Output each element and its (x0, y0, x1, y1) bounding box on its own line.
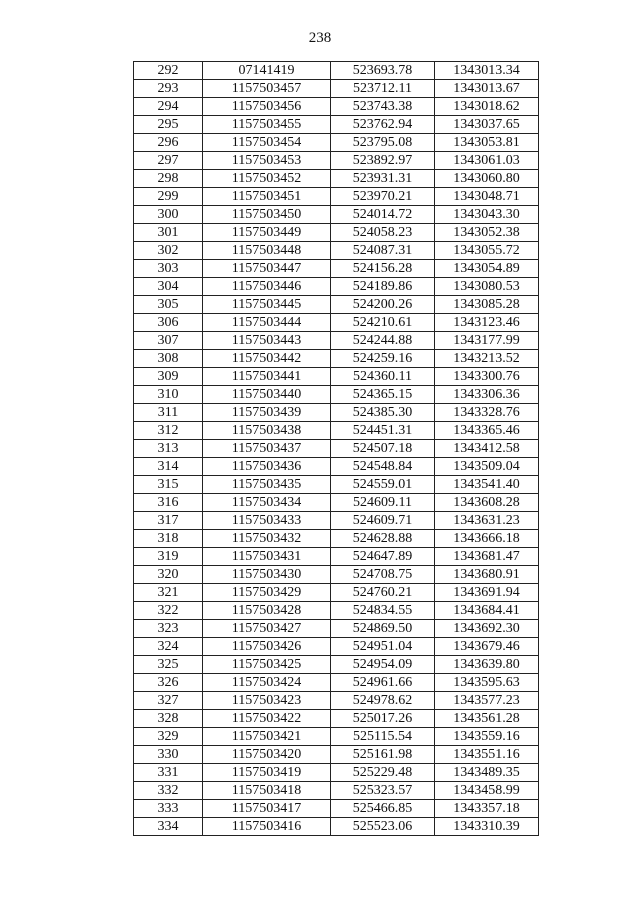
x-coordinate-cell: 524961.66 (331, 674, 435, 692)
x-coordinate-cell: 524385.30 (331, 404, 435, 422)
point-number-cell: 316 (134, 494, 203, 512)
point-id-cell: 1157503431 (203, 548, 331, 566)
point-number-cell: 329 (134, 728, 203, 746)
table-row (134, 440, 539, 458)
y-coordinate-cell: 1343061.03 (435, 152, 539, 170)
point-id-cell: 1157503432 (203, 530, 331, 548)
point-id-cell: 1157503426 (203, 638, 331, 656)
y-coordinate-cell: 1343551.16 (435, 746, 539, 764)
x-coordinate-cell: 525161.98 (331, 746, 435, 764)
table-row (134, 548, 539, 566)
point-number-cell: 327 (134, 692, 203, 710)
x-coordinate-cell: 524189.86 (331, 278, 435, 296)
coordinates-table-body (134, 62, 539, 836)
y-coordinate-cell: 1343213.52 (435, 350, 539, 368)
point-id-cell: 1157503444 (203, 314, 331, 332)
point-number-cell: 306 (134, 314, 203, 332)
point-id-cell: 1157503422 (203, 710, 331, 728)
table-row (134, 746, 539, 764)
y-coordinate-cell: 1343328.76 (435, 404, 539, 422)
table-row (134, 512, 539, 530)
x-coordinate-cell: 524559.01 (331, 476, 435, 494)
point-number-cell: 301 (134, 224, 203, 242)
y-coordinate-cell: 1343679.46 (435, 638, 539, 656)
point-id-cell: 1157503455 (203, 116, 331, 134)
point-number-cell: 307 (134, 332, 203, 350)
point-number-cell: 309 (134, 368, 203, 386)
table-row (134, 656, 539, 674)
x-coordinate-cell: 524087.31 (331, 242, 435, 260)
table-row (134, 278, 539, 296)
x-coordinate-cell: 525229.48 (331, 764, 435, 782)
x-coordinate-cell: 524360.11 (331, 368, 435, 386)
point-id-cell: 1157503440 (203, 386, 331, 404)
table-row (134, 296, 539, 314)
point-number-cell: 331 (134, 764, 203, 782)
point-number-cell: 303 (134, 260, 203, 278)
point-id-cell: 1157503450 (203, 206, 331, 224)
point-number-cell: 315 (134, 476, 203, 494)
y-coordinate-cell: 1343595.63 (435, 674, 539, 692)
x-coordinate-cell: 524156.28 (331, 260, 435, 278)
point-number-cell: 321 (134, 584, 203, 602)
table-row (134, 134, 539, 152)
point-number-cell: 328 (134, 710, 203, 728)
x-coordinate-cell: 524708.75 (331, 566, 435, 584)
x-coordinate-cell: 524834.55 (331, 602, 435, 620)
table-row (134, 800, 539, 818)
x-coordinate-cell: 524014.72 (331, 206, 435, 224)
table-row (134, 188, 539, 206)
point-id-cell: 1157503457 (203, 80, 331, 98)
y-coordinate-cell: 1343559.16 (435, 728, 539, 746)
x-coordinate-cell: 525115.54 (331, 728, 435, 746)
table-row (134, 584, 539, 602)
x-coordinate-cell: 525323.57 (331, 782, 435, 800)
page-number: 238 (308, 30, 332, 46)
y-coordinate-cell: 1343666.18 (435, 530, 539, 548)
x-coordinate-cell: 524244.88 (331, 332, 435, 350)
point-number-cell: 308 (134, 350, 203, 368)
x-coordinate-cell: 524954.09 (331, 656, 435, 674)
point-number-cell: 334 (134, 818, 203, 836)
x-coordinate-cell: 524978.62 (331, 692, 435, 710)
x-coordinate-cell: 524951.04 (331, 638, 435, 656)
y-coordinate-cell: 1343631.23 (435, 512, 539, 530)
point-number-cell: 322 (134, 602, 203, 620)
point-id-cell: 1157503434 (203, 494, 331, 512)
point-number-cell: 310 (134, 386, 203, 404)
y-coordinate-cell: 1343608.28 (435, 494, 539, 512)
x-coordinate-cell: 523931.31 (331, 170, 435, 188)
point-number-cell: 317 (134, 512, 203, 530)
point-number-cell: 324 (134, 638, 203, 656)
x-coordinate-cell: 523795.08 (331, 134, 435, 152)
point-id-cell: 1157503423 (203, 692, 331, 710)
point-number-cell: 314 (134, 458, 203, 476)
point-id-cell: 1157503433 (203, 512, 331, 530)
point-id-cell: 1157503420 (203, 746, 331, 764)
table-row (134, 818, 539, 836)
point-id-cell: 1157503451 (203, 188, 331, 206)
point-number-cell: 318 (134, 530, 203, 548)
table-row (134, 458, 539, 476)
table-row (134, 98, 539, 116)
table-row (134, 530, 539, 548)
point-id-cell: 1157503453 (203, 152, 331, 170)
y-coordinate-cell: 1343013.34 (435, 62, 539, 80)
point-id-cell: 1157503456 (203, 98, 331, 116)
table-row (134, 620, 539, 638)
y-coordinate-cell: 1343306.36 (435, 386, 539, 404)
x-coordinate-cell: 524259.16 (331, 350, 435, 368)
point-id-cell: 1157503424 (203, 674, 331, 692)
y-coordinate-cell: 1343458.99 (435, 782, 539, 800)
y-coordinate-cell: 1343060.80 (435, 170, 539, 188)
y-coordinate-cell: 1343684.41 (435, 602, 539, 620)
table-row (134, 764, 539, 782)
y-coordinate-cell: 1343053.81 (435, 134, 539, 152)
point-id-cell: 1157503447 (203, 260, 331, 278)
point-id-cell: 1157503436 (203, 458, 331, 476)
y-coordinate-cell: 1343080.53 (435, 278, 539, 296)
point-id-cell: 1157503428 (203, 602, 331, 620)
x-coordinate-cell: 524628.88 (331, 530, 435, 548)
table-row (134, 782, 539, 800)
y-coordinate-cell: 1343412.58 (435, 440, 539, 458)
table-row (134, 206, 539, 224)
point-id-cell: 1157503449 (203, 224, 331, 242)
point-number-cell: 326 (134, 674, 203, 692)
point-id-cell: 1157503419 (203, 764, 331, 782)
y-coordinate-cell: 1343037.65 (435, 116, 539, 134)
y-coordinate-cell: 1343085.28 (435, 296, 539, 314)
point-number-cell: 312 (134, 422, 203, 440)
x-coordinate-cell: 523892.97 (331, 152, 435, 170)
y-coordinate-cell: 1343541.40 (435, 476, 539, 494)
table-row (134, 602, 539, 620)
point-id-cell: 1157503448 (203, 242, 331, 260)
point-number-cell: 332 (134, 782, 203, 800)
point-number-cell: 294 (134, 98, 203, 116)
x-coordinate-cell: 524058.23 (331, 224, 435, 242)
point-id-cell: 1157503438 (203, 422, 331, 440)
point-number-cell: 311 (134, 404, 203, 422)
table-row (134, 260, 539, 278)
x-coordinate-cell: 524647.89 (331, 548, 435, 566)
point-number-cell: 325 (134, 656, 203, 674)
point-number-cell: 296 (134, 134, 203, 152)
x-coordinate-cell: 524451.31 (331, 422, 435, 440)
y-coordinate-cell: 1343639.80 (435, 656, 539, 674)
point-id-cell: 1157503441 (203, 368, 331, 386)
y-coordinate-cell: 1343681.47 (435, 548, 539, 566)
table-row (134, 638, 539, 656)
coordinates-table (133, 61, 539, 836)
x-coordinate-cell: 523693.78 (331, 62, 435, 80)
point-number-cell: 320 (134, 566, 203, 584)
table-row (134, 494, 539, 512)
x-coordinate-cell: 524760.21 (331, 584, 435, 602)
point-id-cell: 1157503445 (203, 296, 331, 314)
table-row (134, 692, 539, 710)
point-number-cell: 305 (134, 296, 203, 314)
y-coordinate-cell: 1343692.30 (435, 620, 539, 638)
x-coordinate-cell: 524609.71 (331, 512, 435, 530)
table-row (134, 476, 539, 494)
table-row (134, 350, 539, 368)
y-coordinate-cell: 1343577.23 (435, 692, 539, 710)
table-row (134, 224, 539, 242)
point-number-cell: 298 (134, 170, 203, 188)
y-coordinate-cell: 1343052.38 (435, 224, 539, 242)
point-id-cell: 1157503416 (203, 818, 331, 836)
x-coordinate-cell: 523762.94 (331, 116, 435, 134)
x-coordinate-cell: 524869.50 (331, 620, 435, 638)
point-id-cell: 1157503439 (203, 404, 331, 422)
point-id-cell: 1157503452 (203, 170, 331, 188)
table-row (134, 80, 539, 98)
y-coordinate-cell: 1343054.89 (435, 260, 539, 278)
point-id-cell: 1157503425 (203, 656, 331, 674)
y-coordinate-cell: 1343123.46 (435, 314, 539, 332)
point-number-cell: 293 (134, 80, 203, 98)
y-coordinate-cell: 1343561.28 (435, 710, 539, 728)
point-number-cell: 297 (134, 152, 203, 170)
point-id-cell: 1157503418 (203, 782, 331, 800)
point-id-cell: 1157503427 (203, 620, 331, 638)
point-number-cell: 304 (134, 278, 203, 296)
y-coordinate-cell: 1343177.99 (435, 332, 539, 350)
point-id-cell: 1157503429 (203, 584, 331, 602)
x-coordinate-cell: 525523.06 (331, 818, 435, 836)
y-coordinate-cell: 1343509.04 (435, 458, 539, 476)
y-coordinate-cell: 1343691.94 (435, 584, 539, 602)
table-row (134, 422, 539, 440)
point-id-cell: 1157503454 (203, 134, 331, 152)
point-number-cell: 330 (134, 746, 203, 764)
point-id-cell: 1157503437 (203, 440, 331, 458)
y-coordinate-cell: 1343013.67 (435, 80, 539, 98)
table-row (134, 152, 539, 170)
y-coordinate-cell: 1343055.72 (435, 242, 539, 260)
y-coordinate-cell: 1343018.62 (435, 98, 539, 116)
table-row (134, 62, 539, 80)
x-coordinate-cell: 523743.38 (331, 98, 435, 116)
point-id-cell: 1157503435 (203, 476, 331, 494)
x-coordinate-cell: 524210.61 (331, 314, 435, 332)
table-row (134, 242, 539, 260)
point-number-cell: 333 (134, 800, 203, 818)
table-row (134, 386, 539, 404)
y-coordinate-cell: 1343048.71 (435, 188, 539, 206)
table-row (134, 170, 539, 188)
point-id-cell: 1157503442 (203, 350, 331, 368)
table-row (134, 314, 539, 332)
y-coordinate-cell: 1343365.46 (435, 422, 539, 440)
table-row (134, 674, 539, 692)
point-number-cell: 323 (134, 620, 203, 638)
y-coordinate-cell: 1343300.76 (435, 368, 539, 386)
point-id-cell: 1157503421 (203, 728, 331, 746)
point-number-cell: 302 (134, 242, 203, 260)
point-number-cell: 313 (134, 440, 203, 458)
x-coordinate-cell: 525466.85 (331, 800, 435, 818)
point-id-cell: 1157503417 (203, 800, 331, 818)
y-coordinate-cell: 1343310.39 (435, 818, 539, 836)
x-coordinate-cell: 524365.15 (331, 386, 435, 404)
table-row (134, 368, 539, 386)
table-row (134, 728, 539, 746)
table-row (134, 404, 539, 422)
point-number-cell: 319 (134, 548, 203, 566)
point-id-cell: 07141419 (203, 62, 331, 80)
point-number-cell: 300 (134, 206, 203, 224)
point-id-cell: 1157503430 (203, 566, 331, 584)
table-row (134, 566, 539, 584)
point-id-cell: 1157503443 (203, 332, 331, 350)
point-number-cell: 295 (134, 116, 203, 134)
x-coordinate-cell: 524507.18 (331, 440, 435, 458)
y-coordinate-cell: 1343357.18 (435, 800, 539, 818)
y-coordinate-cell: 1343043.30 (435, 206, 539, 224)
point-number-cell: 292 (134, 62, 203, 80)
x-coordinate-cell: 525017.26 (331, 710, 435, 728)
table-row (134, 116, 539, 134)
x-coordinate-cell: 524609.11 (331, 494, 435, 512)
table-row (134, 710, 539, 728)
x-coordinate-cell: 523712.11 (331, 80, 435, 98)
point-id-cell: 1157503446 (203, 278, 331, 296)
point-number-cell: 299 (134, 188, 203, 206)
x-coordinate-cell: 524548.84 (331, 458, 435, 476)
x-coordinate-cell: 524200.26 (331, 296, 435, 314)
y-coordinate-cell: 1343680.91 (435, 566, 539, 584)
y-coordinate-cell: 1343489.35 (435, 764, 539, 782)
table-row (134, 332, 539, 350)
x-coordinate-cell: 523970.21 (331, 188, 435, 206)
